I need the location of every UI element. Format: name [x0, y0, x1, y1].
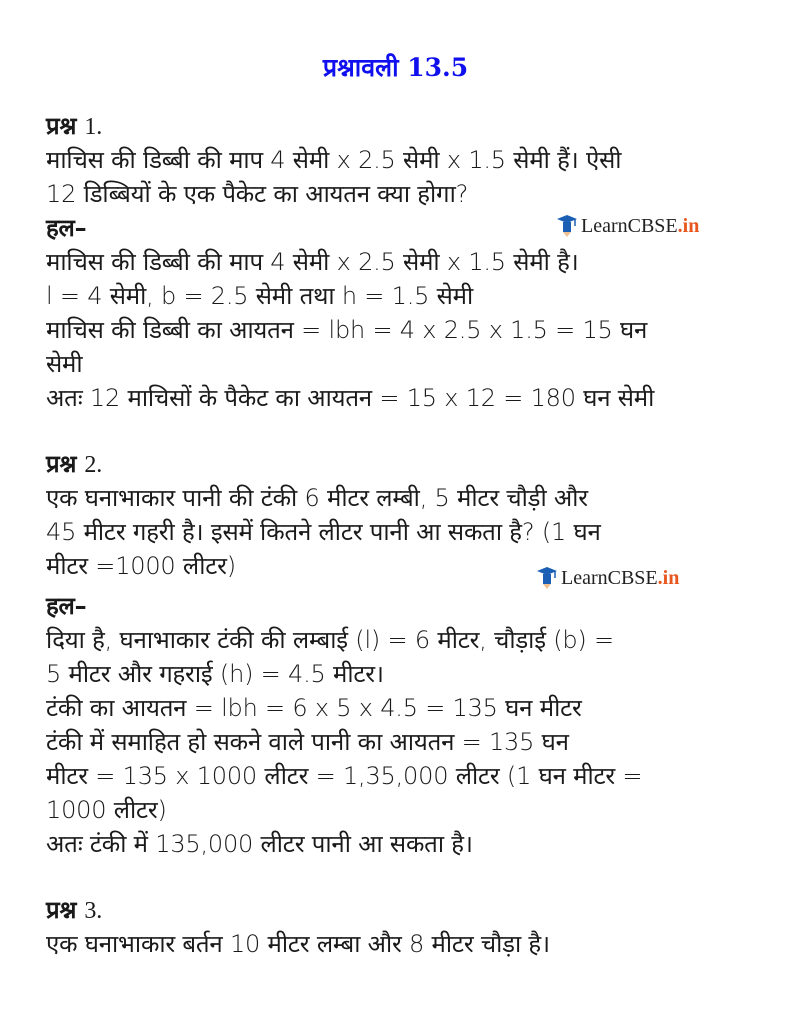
solution-1-line: माचिस की डिब्बी की माप 4 सेमी x 2.5 सेमी x 1.5 सेमी है। [46, 248, 579, 276]
solution-2-line: मीटर = 135 x 1000 लीटर = 1,35,000 लीटर (1 घन मीटर = [46, 762, 643, 790]
solution-2-line: दिया है, घनाभाकार टंकी की लम्बाई (l) = 6 मीटर, चौड़ाई (b) = [46, 626, 614, 654]
question-label: प्रश्न [46, 896, 77, 924]
question-1-text-line: 12 डिब्बियों के एक पैकेट का आयतन क्या होगा? [46, 180, 469, 208]
question-number: 1. [84, 114, 102, 140]
solution-2-line: टंकी का आयतन = lbh = 6 x 5 x 4.5 = 135 घन मीटर [46, 694, 582, 722]
question-number: 3. [84, 898, 102, 924]
question-3-heading [46, 894, 102, 927]
watermark-logo: LearnCBSE.in [536, 566, 679, 590]
solution-1-line: माचिस की डिब्बी का आयतन = lbh = 4 x 2.5 x 1.5 = 15 घन [46, 316, 648, 344]
solution-1-line: सेमी [46, 350, 83, 378]
question-2-text-line: एक घनाभाकार पानी की टंकी 6 मीटर लम्बी, 5 मीटर चौड़ी और [46, 484, 588, 512]
question-1-heading [46, 110, 102, 143]
question-2-text-line: 45 मीटर गहरी है। इसमें कितने लीटर पानी आ सकता है? (1 घन [46, 518, 601, 546]
solution-2-line: अतः टंकी में 135,000 लीटर पानी आ सकता है। [46, 830, 473, 858]
solution-2-line: टंकी में समाहित हो सकने वाले पानी का आयतन = 135 घन [46, 728, 569, 756]
graduation-cap-pencil-icon [536, 566, 558, 590]
solution-1-line: l = 4 सेमी, b = 2.5 सेमी तथा h = 1.5 सेमी [46, 282, 474, 310]
solution-2-line: 1000 लीटर) [46, 796, 167, 824]
solution-1-label: हल– [46, 214, 87, 242]
question-number: 2. [84, 452, 102, 478]
question-2-heading [46, 448, 102, 481]
question-label: प्रश्न [46, 450, 77, 478]
question-1-text-line: माचिस की डिब्बी की माप 4 सेमी x 2.5 सेमी x 1.5 सेमी हैं। ऐसी [46, 146, 622, 174]
solution-2-line: 5 मीटर और गहराई (h) = 4.5 मीटर। [46, 660, 384, 688]
question-3-text-line: एक घनाभाकार बर्तन 10 मीटर लम्बा और 8 मीटर चौड़ा है। [46, 930, 550, 958]
solution-2-label: हल– [46, 592, 87, 620]
question-2-text-line: मीटर =1000 लीटर) [46, 552, 236, 580]
question-label: प्रश्न [46, 112, 77, 140]
page-title: प्रश्नावली 13.5 [322, 53, 469, 82]
solution-1-line: अतः 12 माचिसों के पैकेट का आयतन = 15 x 12 = 180 घन सेमी [46, 384, 655, 412]
graduation-cap-pencil-icon [556, 214, 578, 238]
watermark-logo: LearnCBSE.in [556, 214, 699, 238]
